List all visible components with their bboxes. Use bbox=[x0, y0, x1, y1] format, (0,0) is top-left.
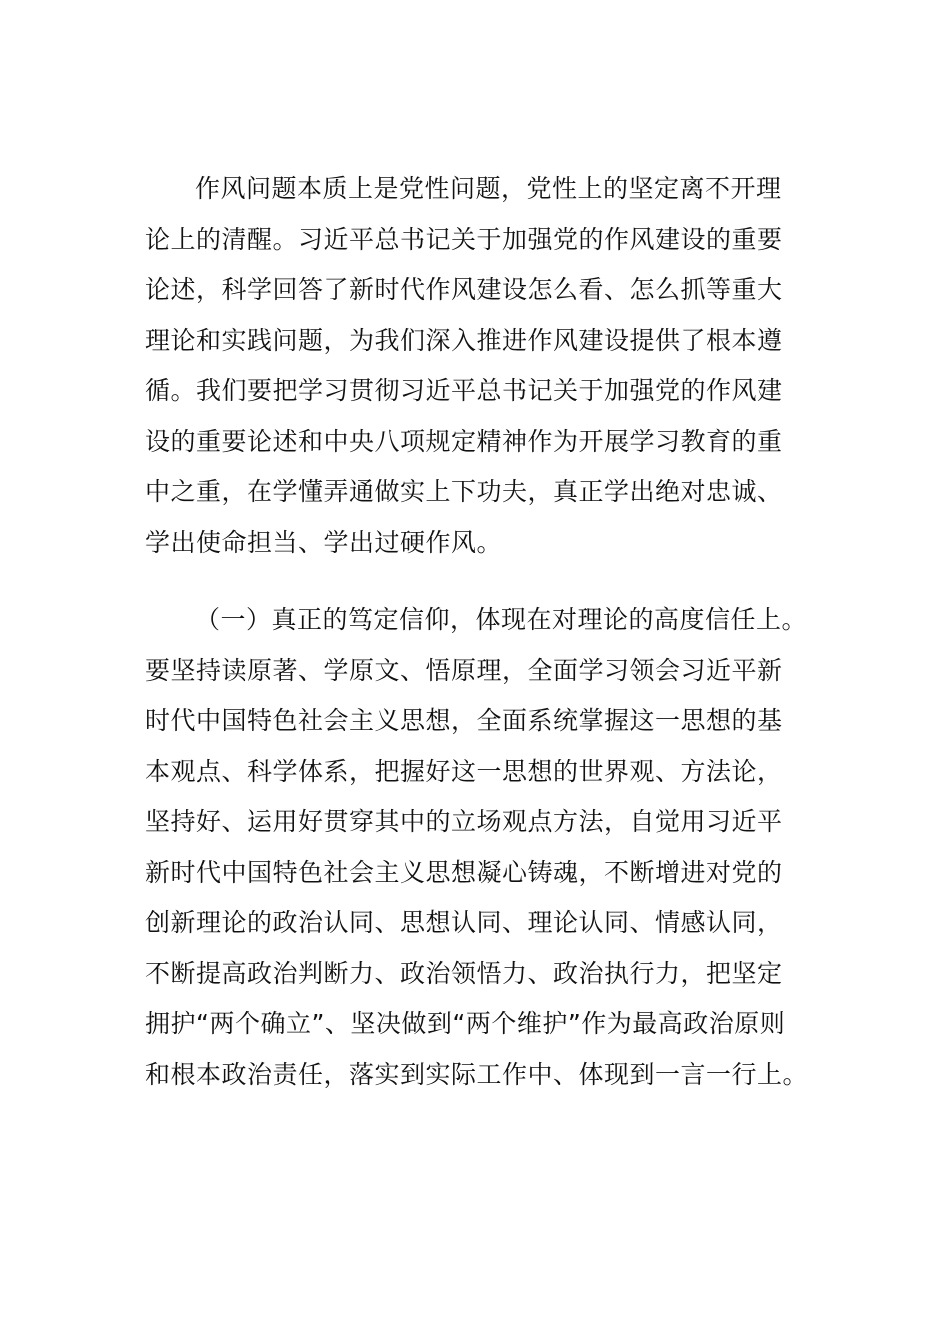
text-line: 时代中国特色社会主义思想，全面系统掌握这一思想的基 bbox=[145, 706, 783, 735]
text-line: 拥护“两个确立”、坚决做到“两个维护”作为最高政治原则 bbox=[145, 1009, 786, 1038]
text-line: 循。我们要把学习贯彻习近平总书记关于加强党的作风建 bbox=[145, 376, 783, 405]
text-line: 中之重，在学懂弄通做实上下功夫，真正学出绝对忠诚、 bbox=[145, 477, 783, 506]
paragraph-intro bbox=[145, 164, 805, 568]
section-heading-line: （一）真正的笃定信仰，体现在对理论的高度信任上。 bbox=[195, 605, 808, 634]
text-line: 论上的清醒。习近平总书记关于加强党的作风建设的重要 bbox=[145, 224, 783, 254]
text-line: 设的重要论述和中央八项规定精神作为开展学习教育的重 bbox=[145, 426, 783, 456]
text-line: 不断提高政治判断力、政治领悟力、政治执行力，把坚定 bbox=[145, 958, 783, 988]
text-line: 作风问题本质上是党性问题，党性上的坚定离不开理 bbox=[195, 174, 782, 203]
text-line: 学出使命担当、学出过硬作风。 bbox=[145, 527, 503, 557]
text-line: 新时代中国特色社会主义思想凝心铸魂，不断增进对党的 bbox=[145, 857, 783, 887]
text-line: 要坚持读原著、学原文、悟原理，全面学习领会习近平新 bbox=[145, 655, 783, 685]
text-line: 创新理论的政治认同、思想认同、理论认同、情感认同， bbox=[145, 908, 783, 937]
text-line: 和根本政治责任，落实到实际工作中、体现到一言一行上。 bbox=[145, 1059, 809, 1089]
text-line: 本观点、科学体系，把握好这一思想的世界观、方法论， bbox=[145, 756, 783, 786]
paragraph-section-one bbox=[145, 595, 809, 1100]
text-line: 坚持好、运用好贯穿其中的立场观点方法，自觉用习近平 bbox=[145, 807, 783, 836]
text-line: 理论和实践问题，为我们深入推进作风建设提供了根本遵 bbox=[145, 325, 783, 355]
text-line: 论述，科学回答了新时代作风建设怎么看、怎么抓等重大 bbox=[145, 275, 783, 304]
